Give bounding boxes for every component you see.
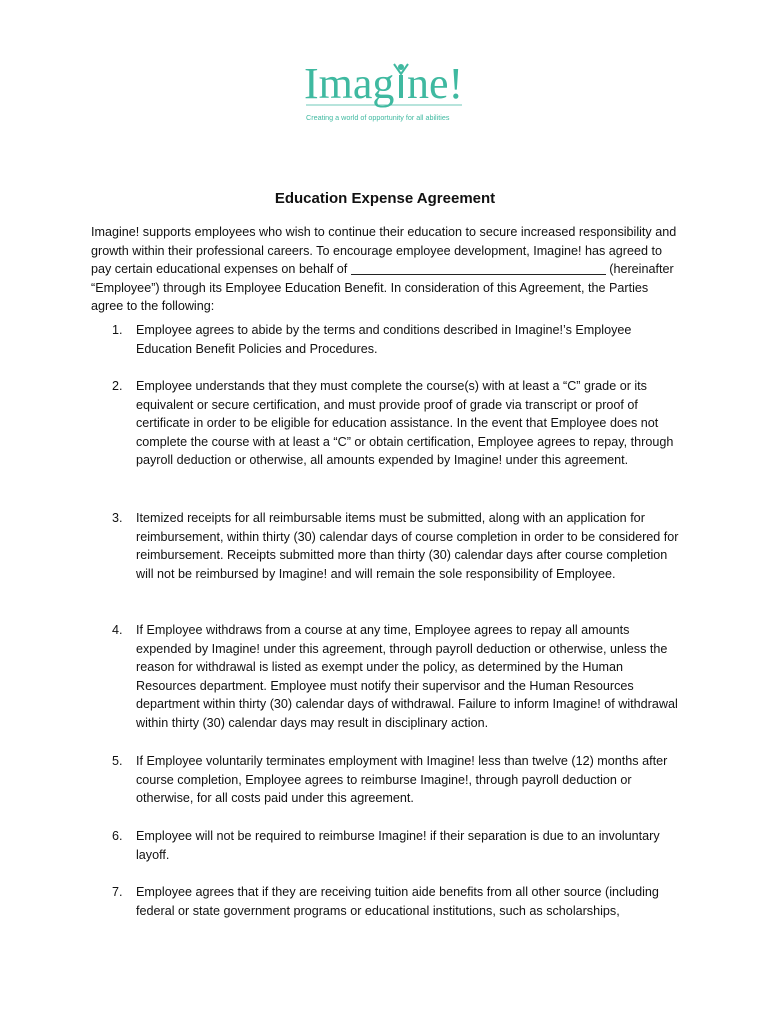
- clause-2: [91, 377, 683, 470]
- clause-text: If Employee voluntarily terminates employment with Imagine! less than twelve (12) months after course completion, Employee agrees to reimburse Imagine!, through payroll deduction or otherwise, for all costs paid under this agreement.: [136, 754, 668, 806]
- clause-number: 6.: [112, 829, 123, 843]
- imagine-logo-graphic: [300, 58, 470, 128]
- clause-number: 7.: [112, 885, 123, 899]
- document-title: Education Expense Agreement: [274, 190, 496, 207]
- clause-text: If Employee withdraws from a course at any time, Employee agrees to repay all amounts expended by Imagine! under this agreement, through payroll deduction or otherwise, unless the reason for withdrawal is listed as exempt under the policy, as determined by the Human Resources department. Employee must notify their supervisor and the Human Resources department within thirty (30) calendar days of withdrawal. Failure to inform Imagine! of withdrawal within thirty (30) calendar days may result in disciplinary action.: [136, 623, 678, 730]
- svg-text:Imag: Imag: [304, 59, 395, 108]
- clause-1: [91, 321, 683, 358]
- svg-text:ne!: ne!: [407, 59, 464, 108]
- intro-text-end: (hereinafter “Employee”) through its Employee Education Benefit. In consideration of this Agreement, the Parties agree to the following:: [91, 262, 674, 314]
- clause-number: 3.: [112, 511, 123, 525]
- clause-text: Employee will not be required to reimburse Imagine! if their separation is due to an involuntary layoff.: [136, 829, 660, 862]
- clause-5: [91, 752, 683, 808]
- clause-text: Itemized receipts for all reimbursable items must be submitted, along with an application for reimbursement, within thirty (30) calendar days of course completion in order to be considered for reimbursement. Receipts submitted more than thirty (30) calendar days after course completion will not be reimbursed by Imagine! and will remain the sole responsibility of Employee.: [136, 511, 679, 581]
- intro-text-start: Imagine! supports employees who wish to continue their education to secure increased responsibility and growth within their professional careers. To encourage employee development, Imagine! has agreed to pay certain educational expenses on behalf of: [91, 225, 677, 277]
- clause-text: Employee understands that they must complete the course(s) with at least a “C” grade or its equivalent or secure certification, and must provide proof of grade via transcript or proof of certificate in order to be eligible for education assistance. In the event that Employee does not complete the course with at least a “C” or obtain certification, Employee agrees to repay, through payroll deduction or otherwise, all amounts expended by Imagine! under this agreement.: [136, 379, 674, 468]
- clause-3: [91, 509, 683, 583]
- clause-number: 1.: [112, 323, 123, 337]
- imagine-logo: [300, 58, 470, 128]
- svg-text:Creating a world of opportunit: Creating a world of opportunity for all abilities: [306, 113, 450, 122]
- clause-7: [91, 883, 683, 920]
- clause-text: Employee agrees that if they are receiving tuition aide benefits from all other source (including federal or state government programs or educational institutions, such as scholarships,: [136, 885, 659, 918]
- clause-text: Employee agrees to abide by the terms and conditions described in Imagine!’s Employee Education Benefit Policies and Procedures.: [136, 323, 632, 356]
- clause-number: 2.: [112, 379, 123, 393]
- figure-icon: [398, 64, 404, 70]
- clause-number: 4.: [112, 623, 123, 637]
- clause-4: [91, 621, 683, 733]
- intro-paragraph: [91, 223, 681, 316]
- clause-number: 5.: [112, 754, 123, 768]
- clause-6: [91, 827, 683, 864]
- employee-name-field[interactable]: [351, 261, 606, 275]
